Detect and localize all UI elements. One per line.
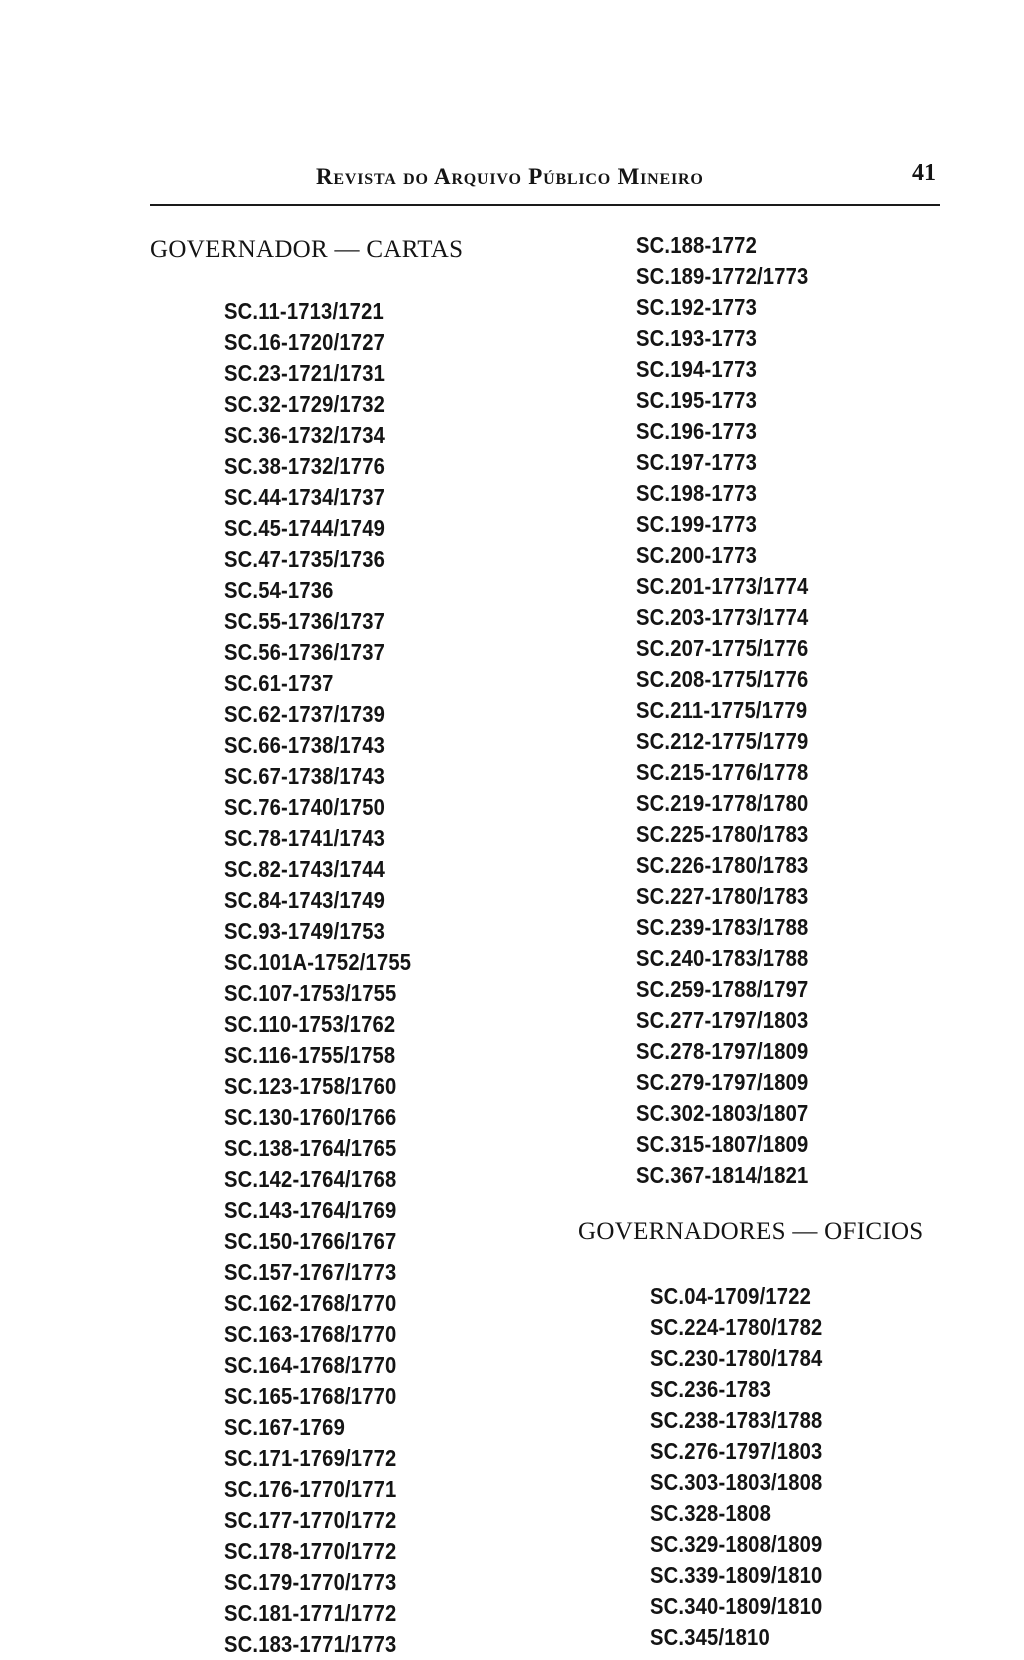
page-number: 41 (912, 160, 936, 186)
section-heading-governadores-oficios: GOVERNADORES — OFICIOS (578, 1218, 924, 1245)
list-item: SC.201-1773/1774 (636, 573, 809, 599)
list-item: SC.198-1773 (636, 480, 757, 506)
list-item: SC.183-1771/1773 (224, 1631, 397, 1657)
list-item: SC.142-1764/1768 (224, 1166, 397, 1192)
list-item: SC.04-1709/1722 (650, 1283, 812, 1309)
list-item: SC.328-1808 (650, 1500, 771, 1526)
list-item: SC.345/1810 (650, 1624, 770, 1650)
list-item: SC.219-1778/1780 (636, 790, 809, 816)
list-item: SC.196-1773 (636, 418, 757, 444)
list-item: SC.215-1776/1778 (636, 759, 809, 785)
list-item: SC.93-1749/1753 (224, 918, 386, 944)
list-item: SC.47-1735/1736 (224, 546, 386, 572)
list-item: SC.177-1770/1772 (224, 1507, 397, 1533)
list-item: SC.315-1807/1809 (636, 1131, 809, 1157)
list-item: SC.61-1737 (224, 670, 334, 696)
list-item: SC.16-1720/1727 (224, 329, 386, 355)
list-item: SC.66-1738/1743 (224, 732, 386, 758)
list-item: SC.225-1780/1783 (636, 821, 809, 847)
list-item: SC.44-1734/1737 (224, 484, 386, 510)
list-item: SC.189-1772/1773 (636, 263, 809, 289)
list-item: SC.207-1775/1776 (636, 635, 809, 661)
list-item: SC.164-1768/1770 (224, 1352, 397, 1378)
list-item: SC.54-1736 (224, 577, 334, 603)
list-item: SC.179-1770/1773 (224, 1569, 397, 1595)
list-item: SC.163-1768/1770 (224, 1321, 397, 1347)
list-item: SC.107-1753/1755 (224, 980, 397, 1006)
list-item: SC.116-1755/1758 (224, 1042, 396, 1068)
list-item: SC.62-1737/1739 (224, 701, 386, 727)
list-item: SC.194-1773 (636, 356, 757, 382)
list-item: SC.329-1808/1809 (650, 1531, 823, 1557)
list-item: SC.192-1773 (636, 294, 757, 320)
cartas-list (224, 296, 442, 1660)
list-item: SC.367-1814/1821 (636, 1162, 809, 1188)
oficios-list (650, 1281, 851, 1653)
list-item: SC.176-1770/1771 (224, 1476, 397, 1502)
list-item: SC.130-1760/1766 (224, 1104, 397, 1130)
list-item: SC.181-1771/1772 (224, 1600, 397, 1626)
list-item: SC.226-1780/1783 (636, 852, 809, 878)
list-item: SC.55-1736/1737 (224, 608, 386, 634)
list-item: SC.84-1743/1749 (224, 887, 386, 913)
list-item: SC.224-1780/1782 (650, 1314, 823, 1340)
list-item: SC.279-1797/1809 (636, 1069, 809, 1095)
list-item: SC.123-1758/1760 (224, 1073, 397, 1099)
list-item: SC.340-1809/1810 (650, 1593, 823, 1619)
list-item: SC.76-1740/1750 (224, 794, 386, 820)
list-item: SC.82-1743/1744 (224, 856, 386, 882)
list-item: SC.302-1803/1807 (636, 1100, 809, 1126)
list-item: SC.227-1780/1783 (636, 883, 809, 909)
list-item: SC.36-1732/1734 (224, 422, 386, 448)
list-item: SC.239-1783/1788 (636, 914, 809, 940)
list-item: SC.195-1773 (636, 387, 757, 413)
list-item: SC.240-1783/1788 (636, 945, 809, 971)
list-item: SC.178-1770/1772 (224, 1538, 397, 1564)
list-item: SC.276-1797/1803 (650, 1438, 823, 1464)
list-item: SC.23-1721/1731 (224, 360, 386, 386)
list-item: SC.101A-1752/1755 (224, 949, 412, 975)
list-item: SC.236-1783 (650, 1376, 771, 1402)
list-item: SC.167-1769 (224, 1414, 345, 1440)
list-item: SC.277-1797/1803 (636, 1007, 809, 1033)
list-item: SC.67-1738/1743 (224, 763, 386, 789)
page-header (150, 158, 940, 206)
list-item: SC.303-1803/1808 (650, 1469, 823, 1495)
list-item: SC.78-1741/1743 (224, 825, 386, 851)
list-item: SC.199-1773 (636, 511, 757, 537)
list-item: SC.339-1809/1810 (650, 1562, 823, 1588)
list-item: SC.212-1775/1779 (636, 728, 809, 754)
list-item: SC.110-1753/1762 (224, 1011, 396, 1037)
list-item: SC.143-1764/1769 (224, 1197, 397, 1223)
list-item: SC.208-1775/1776 (636, 666, 809, 692)
list-item: SC.38-1732/1776 (224, 453, 386, 479)
list-item: SC.197-1773 (636, 449, 757, 475)
list-item: SC.193-1773 (636, 325, 757, 351)
list-item: SC.200-1773 (636, 542, 757, 568)
list-item: SC.45-1744/1749 (224, 515, 386, 541)
list-item: SC.203-1773/1774 (636, 604, 809, 630)
list-item: SC.32-1729/1732 (224, 391, 386, 417)
list-item: SC.259-1788/1797 (636, 976, 809, 1002)
list-item: SC.138-1764/1765 (224, 1135, 397, 1161)
list-item: SC.238-1783/1788 (650, 1407, 823, 1433)
list-item: SC.56-1736/1737 (224, 639, 386, 665)
list-item: SC.230-1780/1784 (650, 1345, 823, 1371)
running-title: Revista do Arquivo Público Mineiro (316, 164, 704, 189)
list-item: SC.157-1767/1773 (224, 1259, 397, 1285)
cartas-list-continued (636, 230, 837, 1191)
list-item: SC.165-1768/1770 (224, 1383, 397, 1409)
list-item: SC.11-1713/1721 (224, 298, 384, 324)
list-item: SC.188-1772 (636, 232, 757, 258)
section-heading-governador-cartas: GOVERNADOR — CARTAS (150, 236, 464, 263)
list-item: SC.211-1775/1779 (636, 697, 808, 723)
list-item: SC.150-1766/1767 (224, 1228, 397, 1254)
list-item: SC.162-1768/1770 (224, 1290, 397, 1316)
list-item: SC.171-1769/1772 (224, 1445, 397, 1471)
list-item: SC.278-1797/1809 (636, 1038, 809, 1064)
